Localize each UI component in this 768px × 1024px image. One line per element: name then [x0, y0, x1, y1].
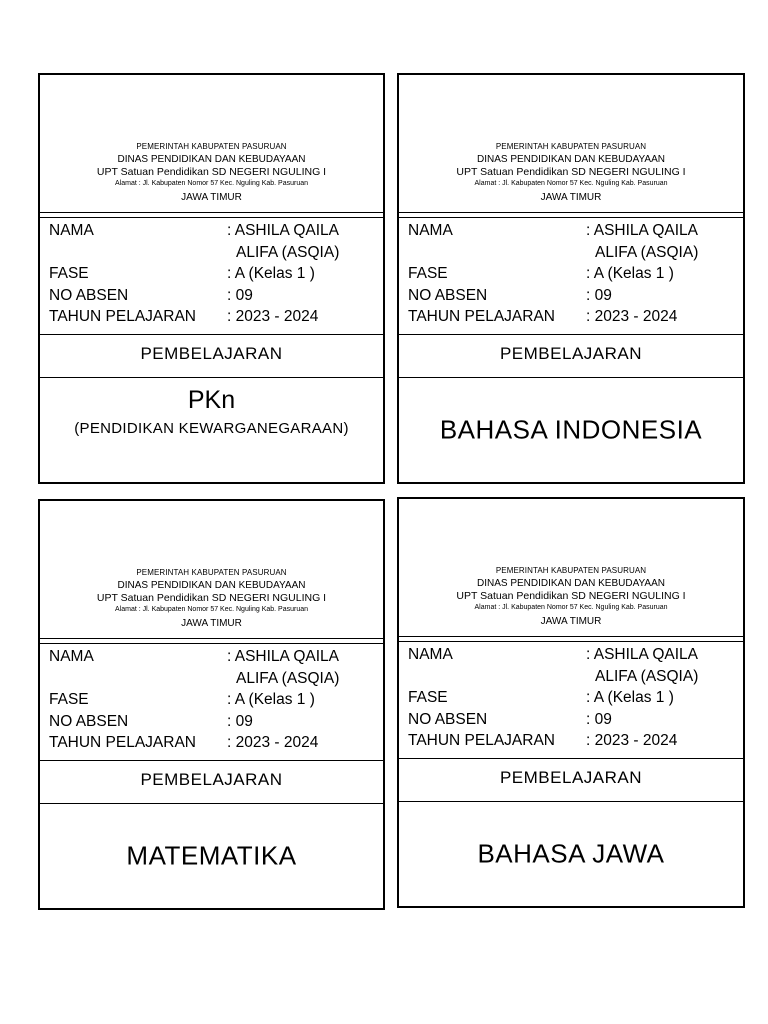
name-label: NAMA [49, 222, 94, 239]
section-title: PEMBELAJARAN [140, 770, 283, 789]
name-value: : ASHILA QAILA [586, 646, 699, 663]
header-province: JAWA TIMUR [181, 192, 242, 203]
name-value-continued: ALIFA (ASQIA) [236, 243, 340, 261]
header-government: PEMERINTAH KABUPATEN PASURUAN [136, 142, 287, 151]
header-address: Alamat : Jl. Kabupaten Nomor 57 Kec. Nguling Kab. Pasuruan [115, 606, 308, 613]
card-header [40, 75, 383, 214]
phase-value: : A (Kelas 1 ) [586, 265, 674, 282]
phase-value: : A (Kelas 1 ) [586, 689, 674, 706]
student-info [49, 220, 379, 332]
divider [399, 334, 743, 335]
absen-value: : 09 [586, 286, 612, 304]
year-value: : 2023 - 2024 [227, 308, 319, 325]
header-divider [399, 636, 743, 642]
divider [399, 758, 743, 759]
year-value: : 2023 - 2024 [227, 734, 319, 751]
name-value-continued: ALIFA (ASQIA) [595, 243, 699, 261]
subject-subtitle: (PENDIDIKAN KEWARGANEGARAAN) [74, 420, 349, 437]
absen-label: NO ABSEN [408, 286, 488, 304]
header-school: UPT Satuan Pendidikan SD NEGERI NGULING I [96, 166, 327, 178]
year-label: TAHUN PELAJARAN [408, 308, 555, 325]
name-label: NAMA [408, 222, 453, 239]
name-label: NAMA [49, 648, 94, 665]
header-divider [40, 212, 383, 218]
divider [40, 760, 383, 761]
header-province: JAWA TIMUR [540, 192, 602, 203]
subject-box [399, 802, 743, 906]
card-header [40, 501, 383, 640]
header-province: JAWA TIMUR [181, 618, 242, 629]
header-department: DINAS PENDIDIKAN DAN KEBUDAYAAN [117, 154, 306, 165]
label-card-pkn [38, 73, 385, 484]
header-department: DINAS PENDIDIKAN DAN KEBUDAYAAN [476, 578, 665, 589]
name-value-continued: ALIFA (ASQIA) [595, 667, 699, 685]
header-address: Alamat : Jl. Kabupaten Nomor 57 Kec. Nguling Kab. Pasuruan [474, 604, 668, 611]
header-province: JAWA TIMUR [540, 616, 602, 627]
year-value: : 2023 - 2024 [586, 732, 678, 749]
name-value-continued: ALIFA (ASQIA) [236, 669, 340, 687]
year-label: TAHUN PELAJARAN [408, 732, 555, 749]
header-school: UPT Satuan Pendidikan SD NEGERI NGULING I [456, 590, 686, 602]
subject-box [40, 378, 383, 482]
subject-title: MATEMATIKA [126, 840, 297, 871]
header-school: UPT Satuan Pendidikan SD NEGERI NGULING I [96, 592, 327, 604]
subject-box [40, 804, 383, 908]
header-government: PEMERINTAH KABUPATEN PASURUAN [495, 566, 647, 575]
name-value: : ASHILA QAILA [227, 648, 340, 665]
header-address: Alamat : Jl. Kabupaten Nomor 57 Kec. Nguling Kab. Pasuruan [474, 180, 668, 187]
subject-title: PKn [187, 386, 236, 414]
label-card-bahasa-jawa [397, 497, 745, 908]
label-card-bahasa-indonesia [397, 73, 745, 484]
name-value: : ASHILA QAILA [227, 222, 340, 239]
subject-title: BAHASA INDONESIA [439, 414, 703, 445]
header-divider [40, 638, 383, 644]
label-card-matematika [38, 499, 385, 910]
year-label: TAHUN PELAJARAN [49, 734, 196, 751]
header-divider [399, 212, 743, 218]
header-school: UPT Satuan Pendidikan SD NEGERI NGULING I [456, 166, 686, 178]
name-value: : ASHILA QAILA [586, 222, 699, 239]
subject-title: BAHASA JAWA [477, 838, 665, 869]
header-government: PEMERINTAH KABUPATEN PASURUAN [136, 568, 287, 577]
absen-value: : 09 [586, 710, 612, 728]
header-address: Alamat : Jl. Kabupaten Nomor 57 Kec. Nguling Kab. Pasuruan [115, 180, 308, 187]
name-label: NAMA [408, 646, 453, 663]
student-info [408, 220, 739, 332]
card-header [399, 75, 743, 214]
divider [40, 334, 383, 335]
phase-value: : A (Kelas 1 ) [227, 265, 315, 282]
subject-box [399, 378, 743, 482]
absen-value: : 09 [227, 712, 253, 730]
student-info [49, 646, 379, 758]
student-info [408, 644, 739, 756]
section-title: PEMBELAJARAN [499, 768, 643, 787]
phase-label: FASE [408, 689, 448, 706]
phase-value: : A (Kelas 1 ) [227, 691, 315, 708]
year-label: TAHUN PELAJARAN [49, 308, 196, 325]
absen-label: NO ABSEN [408, 710, 488, 728]
year-value: : 2023 - 2024 [586, 308, 678, 325]
header-department: DINAS PENDIDIKAN DAN KEBUDAYAAN [117, 580, 306, 591]
phase-label: FASE [49, 265, 89, 282]
phase-label: FASE [408, 265, 448, 282]
absen-label: NO ABSEN [49, 712, 129, 730]
header-department: DINAS PENDIDIKAN DAN KEBUDAYAAN [476, 154, 665, 165]
section-title: PEMBELAJARAN [499, 344, 643, 363]
section-title: PEMBELAJARAN [140, 344, 283, 363]
absen-label: NO ABSEN [49, 286, 129, 304]
absen-value: : 09 [227, 286, 253, 304]
phase-label: FASE [49, 691, 89, 708]
card-header [399, 499, 743, 638]
header-government: PEMERINTAH KABUPATEN PASURUAN [495, 142, 647, 151]
